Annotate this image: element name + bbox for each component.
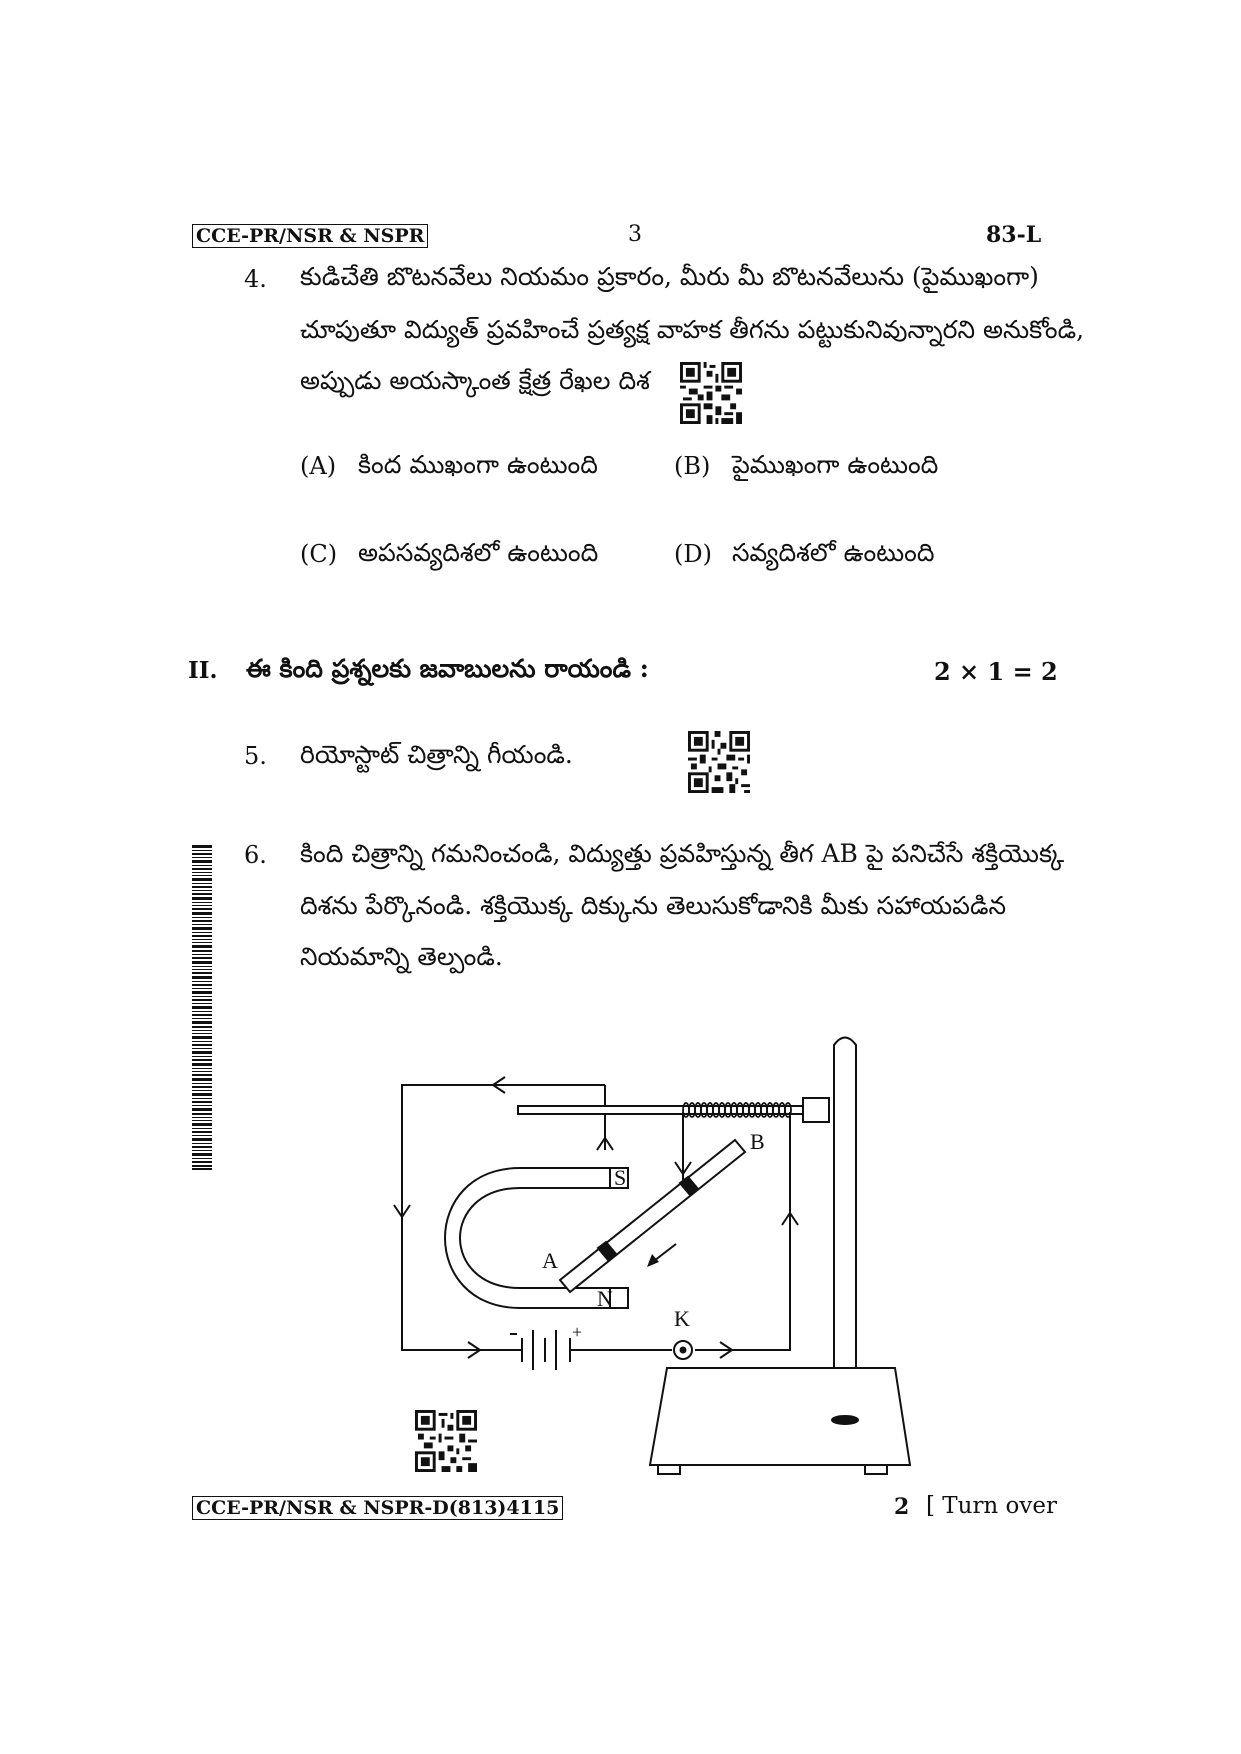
option-d-letter: (D): [674, 540, 712, 568]
clamp: [803, 1098, 829, 1122]
question-6-line-2: దిశను పేర్కొనండి. శక్తియొక్క దిక్కును తెలుసుకోడానికి మీకు సహాయపడిన: [300, 891, 1007, 920]
footer-page-number: 2: [894, 1494, 910, 1520]
option-b-letter: (B): [674, 452, 711, 480]
question-4-line-2: చూపుతూ విద్యుత్ ప్రవహించే ప్రత్యక్ష వాహక తీగను పట్టుకునివున్నారని అనుకోండి,: [300, 315, 1085, 344]
question-6-number: 6.: [244, 841, 267, 869]
conducting-rod-ab: [560, 1140, 745, 1292]
question-4-number: 4.: [244, 265, 267, 293]
label-plus: +: [572, 1322, 583, 1342]
label-k: K: [674, 1306, 690, 1331]
stand-foot-left: [658, 1465, 680, 1474]
option-c-text: అపసవ్యదిశలో ఉంటుంది: [358, 538, 599, 567]
label-a: A: [542, 1248, 558, 1273]
stand-base: [650, 1368, 910, 1465]
option-a-text: కింద ముఖంగా ఉంటుంది: [358, 450, 598, 479]
question-4-line-1: కుడిచేతి బొటనవేలు నియమం ప్రకారం, మీరు మీ బొటనవేలును (పైముఖంగా): [300, 262, 1039, 291]
stand-pole: [834, 1038, 856, 1421]
label-s: S: [614, 1165, 627, 1190]
label-b: B: [750, 1129, 765, 1154]
option-c-letter: (C): [300, 540, 338, 568]
force-arrow-head: [647, 1254, 659, 1267]
question-6-line-1: కింది చిత్రాన్ని గమనించండి, విద్యుత్తు ప్రవహిస్తున్న తీగ AB పై పనిచేసే శక్తియొక్క: [300, 839, 1065, 868]
section-2-instruction: ఈ కింది ప్రశ్నలకు జవాబులను రాయండి :: [246, 654, 649, 683]
option-a-letter: (A): [300, 452, 337, 480]
header-page-number: 3: [628, 222, 642, 247]
section-2-number: II.: [188, 657, 218, 684]
question-5-number: 5.: [244, 742, 267, 770]
option-b-text: పైముఖంగా ఉంటుంది: [732, 450, 939, 479]
footer-exam-code: CCE-PR/NSR & NSPR-D(813)4115: [192, 1496, 563, 1520]
circuit-wire-left: [402, 1085, 605, 1350]
question-6-line-3: నియమాన్ని తెల్పండి.: [300, 942, 503, 971]
pole-base-ring: [832, 1416, 858, 1424]
qr-code-icon: [415, 1410, 477, 1472]
header-paper-code: 83-L: [986, 222, 1042, 248]
label-n: N: [597, 1286, 613, 1311]
key-plug: [681, 1348, 686, 1353]
footer-turn-over: [ Turn over: [926, 1493, 1058, 1519]
stand-foot-right: [865, 1465, 887, 1474]
section-2-marks: 2 × 1 = 2: [934, 657, 1058, 686]
question-4-line-3: అప్పుడు అయస్కాంత క్షేత్ర రేఖల దిశ: [300, 366, 650, 395]
header-exam-code: CCE-PR/NSR & NSPR: [192, 224, 428, 248]
qr-code-q6: [415, 1410, 477, 1472]
question-5-text: రియోస్టాట్ చిత్రాన్ని గీయండి.: [300, 740, 573, 769]
option-d-text: సవ్యదిశలో ఉంటుంది: [732, 538, 935, 567]
